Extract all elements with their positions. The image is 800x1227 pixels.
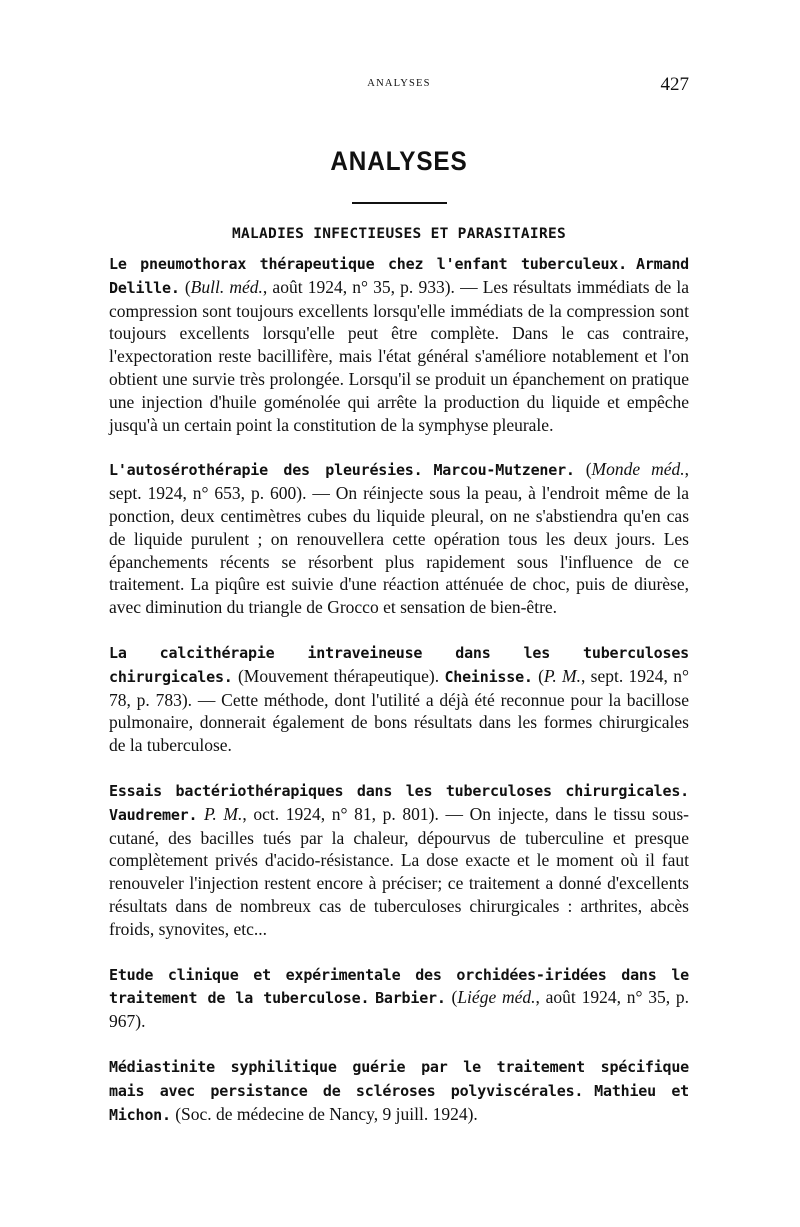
abstract-entry [109, 458, 689, 619]
entry-ref-open [197, 804, 204, 824]
entry-author: Mathieu et Michon. [109, 1081, 690, 1124]
entry-author: Barbier. [375, 989, 446, 1008]
entry-author: Armand Delille. [109, 255, 689, 297]
entry-author: Cheinisse. [444, 667, 533, 686]
entry-ref-details: , sept. 1924, n° 653, p. 600). [109, 459, 690, 504]
running-title: ANALYSES [367, 78, 431, 89]
entry-ref-details: , août 1924, n° 35, p. 933). [262, 276, 455, 297]
entry-ref-open: ( [532, 665, 544, 686]
running-head [109, 72, 689, 96]
abstract-entry [109, 1055, 689, 1126]
entry-body: — On réinjecte sous la peau, à l'endroit même de la ponction, deux centimètres cubes du liquide pleural, on ne s'abstiendra qu'en cas de liquide purulent ; on renouvellera cette opération tous les deux jours. Les épanchements récents se résorbent plus rapidement sous l'influence de ce traitement. La piqûre est suivie d'une réaction atténuée de choc, puis de diurèse, avec diminution du triangle de Grocco et sensation de bien-être. [109, 483, 690, 618]
entry-title: Etude clinique et expérimentale des orchidées-iridées dans le traitement de la tuberculose. [109, 965, 689, 1008]
entry-body: — Les résultats immédiats de la compression sont toujours excellents lorsqu'elle immédiats de la compression sont toujours excellents lorsqu'elle peut être complète. Dans le cas contraire, l'expectoration reste bacillifère, mais l'état général s'améliore notablement et l'on obtient une survie très prolongée. Lorsqu'il se produit un épanchement on pratique une injection d'huile goménolée qui arrête la production du liquide et empêche jusqu'à un certain point la constitution de la symphyse pleurale. [109, 276, 690, 435]
entry-body: — Cette méthode, dont l'utilité a déjà été reconnue pour la bacillose pulmonaire, donnerait également de bons résultats dans les formes chirurgicales de la tuberculose. [109, 689, 690, 756]
entry-title: La calcithérapie intraveineuse dans les tuberculoses chirurgicales. [109, 643, 689, 686]
page-title: ANALYSES [330, 146, 468, 176]
entry-ref-details: , août 1924, n° 35, p. 967). [109, 987, 689, 1032]
abstract-entry [109, 641, 689, 757]
entry-author: Vaudremer. [109, 805, 198, 824]
title-rule [352, 202, 447, 204]
entry-journal: P. M. [543, 665, 581, 686]
entry-body: — On injecte, dans le tissu sous-cutané, des bacilles tués par la chaleur, dépourvus de tuberculine et presque complètement privés d'acido-résistance. La dose exacte et le moment où il faut renouveler l'injection restent encore à préciser; ce traitement a donné d'excellents résultats dans de nombreux cas de tuberculoses chirurgicales : arthrites, abcès froids, synovites, etc... [109, 803, 689, 939]
abstract-entry [109, 779, 689, 941]
entry-subtitle: (Mouvement thérapeutique). [232, 665, 445, 686]
entry-author: Marcou-Mutzener. [433, 461, 575, 480]
entry-journal: Bull. méd. [190, 276, 263, 297]
entry-journal: P. M. [203, 803, 243, 824]
entry-title: Le pneumothorax thérapeutique chez l'enfant tuberculeux. [109, 255, 627, 273]
entry-title: Essais bactériothérapiques dans les tuberculoses chirurgicales. [109, 781, 689, 800]
page [109, 72, 689, 1144]
section-heading: MALADIES INFECTIEUSES ET PARASITAIRES [231, 226, 567, 242]
entry-ref-open: ( [445, 987, 458, 1008]
entry-journal: Liége méd. [457, 987, 536, 1008]
entry-ref-open: ( [179, 276, 191, 297]
entry-ref-details: (Soc. de médecine de Nancy, 9 juill. 1924). [175, 1103, 478, 1124]
entry-journal: Monde méd. [591, 459, 685, 480]
abstract-entry [109, 963, 689, 1033]
entry-ref-open: ( [574, 459, 592, 480]
page-number: 427 [660, 74, 689, 95]
entry-ref-details: , sept. 1924, n° 78, p. 783). [109, 665, 689, 710]
entry-ref-details: , oct. 1924, n° 81, p. 801). [242, 803, 439, 824]
entry-title: L'autosérothérapie des pleurésies. [109, 461, 423, 480]
entry-title: Médiastinite syphilitique guérie par le traitement spécifique mais avec persistance de scléroses polyviscérales. [109, 1057, 689, 1100]
abstract-entry [109, 252, 689, 436]
